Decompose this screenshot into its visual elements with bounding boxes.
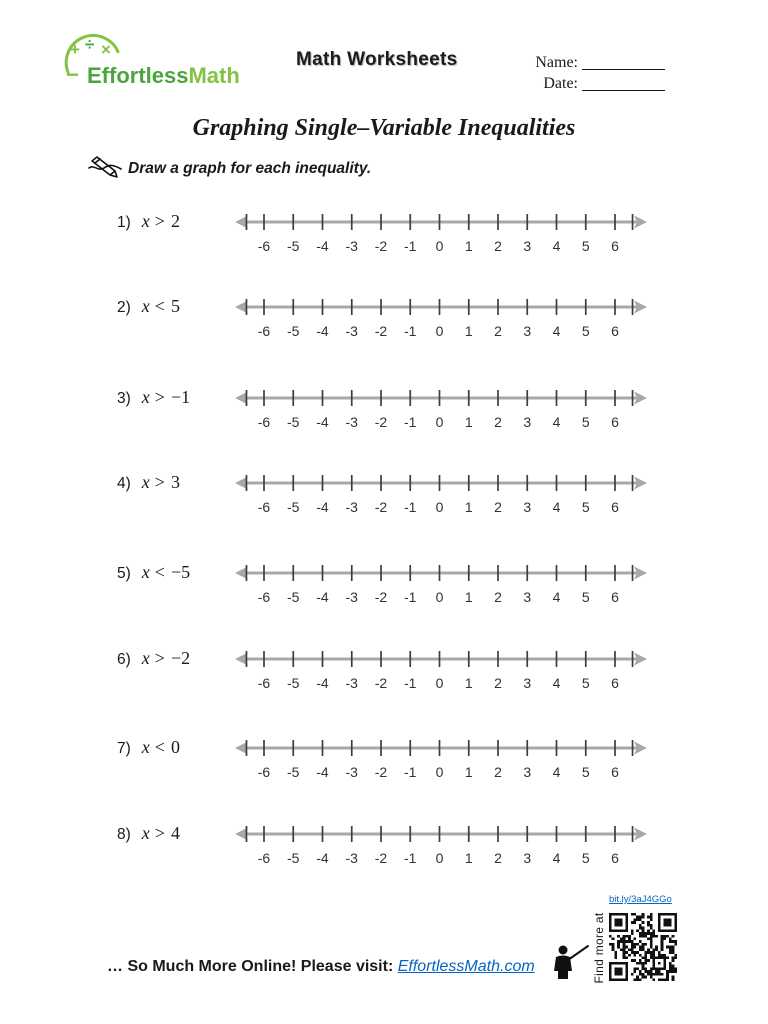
tick-label: -3 — [345, 414, 358, 430]
problem-relation: > — [154, 823, 165, 843]
tick-label: -4 — [316, 499, 329, 515]
tick-label: 1 — [464, 238, 473, 254]
tick-label: -4 — [316, 764, 329, 780]
tick-label: 0 — [435, 323, 444, 339]
tick-label: 6 — [611, 238, 619, 254]
tick-label: -6 — [257, 850, 271, 866]
tick-label: -3 — [345, 675, 358, 691]
problem-7 — [0, 732, 768, 780]
tick-label: -4 — [316, 850, 329, 866]
logo-plus-symbol: + — [70, 40, 80, 59]
problem-variable: x — [141, 296, 150, 316]
tick-label: -1 — [404, 323, 417, 339]
tick-label: -3 — [345, 764, 358, 780]
problem-5 — [0, 557, 768, 605]
tick-label: 0 — [435, 499, 444, 515]
effortlessmath-logo — [0, 0, 260, 100]
worksheet-heading: Math Worksheets — [296, 49, 458, 70]
tick-label: -2 — [374, 675, 388, 691]
pencil-icon — [88, 155, 122, 181]
tick-label: 1 — [464, 499, 473, 515]
problem-3 — [0, 382, 768, 430]
problem-label — [117, 735, 180, 759]
tick-label: -5 — [287, 499, 300, 515]
logo-word-effortless: Effortless — [87, 63, 189, 88]
tick-label: 1 — [464, 850, 473, 866]
pencil-icon-shape — [89, 157, 121, 177]
tick-label: -4 — [316, 675, 329, 691]
tick-label: -5 — [287, 764, 300, 780]
problem-6 — [0, 643, 768, 691]
name-blank-line — [582, 69, 665, 70]
tick-label: 3 — [523, 414, 532, 430]
problem-value: −2 — [170, 648, 191, 668]
problem-relation: < — [154, 737, 165, 757]
tick-label: 2 — [494, 589, 502, 605]
name-label: Name: — [535, 54, 578, 71]
number-line — [233, 818, 653, 866]
problem-relation: < — [154, 562, 165, 582]
tick-label: -5 — [287, 238, 300, 254]
number-line — [233, 382, 653, 430]
tick-label: -5 — [287, 675, 300, 691]
tick-label: -6 — [257, 589, 271, 605]
number-line — [233, 732, 653, 780]
number-line — [233, 557, 653, 605]
tick-label: 0 — [435, 850, 444, 866]
teacher-pointer — [568, 946, 588, 960]
tick-label: -2 — [374, 323, 388, 339]
tick-label: -2 — [374, 850, 388, 866]
tick-label: 4 — [552, 499, 561, 515]
number-line — [233, 206, 653, 254]
problem-number: 1) — [117, 214, 131, 231]
tick-label: -1 — [404, 414, 417, 430]
problem-2 — [0, 291, 768, 339]
problem-variable: x — [141, 737, 150, 757]
tick-label: 1 — [464, 589, 473, 605]
tick-label: -5 — [287, 414, 300, 430]
tick-label: 0 — [435, 675, 444, 691]
tick-label: 1 — [464, 323, 473, 339]
qr-code[interactable] — [609, 913, 677, 981]
problem-variable: x — [141, 387, 150, 407]
problem-relation: < — [154, 296, 165, 316]
tick-label: 4 — [552, 675, 561, 691]
problem-variable: x — [141, 823, 150, 843]
tick-label: 0 — [435, 238, 444, 254]
tick-label: 2 — [494, 850, 502, 866]
tick-label: 5 — [581, 850, 590, 866]
tick-label: -2 — [374, 589, 388, 605]
tick-label: -4 — [316, 414, 329, 430]
tick-label: -3 — [345, 323, 358, 339]
problem-value: 0 — [170, 737, 180, 757]
tick-label: 0 — [435, 414, 444, 430]
page-title: Graphing Single–Variable Inequalities — [192, 115, 576, 141]
logo-divide-symbol: ÷ — [85, 35, 95, 54]
logo-times-symbol: × — [101, 40, 111, 59]
number-line — [233, 291, 653, 339]
problem-variable: x — [141, 211, 150, 231]
tick-label: 6 — [611, 850, 619, 866]
tick-label: 4 — [552, 323, 561, 339]
tick-label: 5 — [581, 323, 590, 339]
find-more-label: Find more at — [592, 912, 606, 984]
tick-label: 5 — [581, 675, 590, 691]
problem-label — [117, 560, 190, 584]
problem-value: 4 — [170, 823, 180, 843]
tick-label: 2 — [494, 764, 502, 780]
problem-number: 5) — [117, 565, 131, 582]
tick-label: -1 — [404, 499, 417, 515]
tick-label: -5 — [287, 850, 300, 866]
tick-label: 2 — [494, 238, 502, 254]
problem-relation: > — [154, 211, 165, 231]
site-link[interactable]: EffortlessMath.com — [397, 958, 535, 975]
tick-label: -1 — [404, 675, 417, 691]
problem-1 — [0, 206, 768, 254]
problem-value: 2 — [170, 211, 180, 231]
tick-label: -2 — [374, 414, 388, 430]
teacher-head — [559, 946, 568, 955]
tick-label: 5 — [581, 414, 590, 430]
tick-label: 5 — [581, 589, 590, 605]
tick-label: -3 — [345, 499, 358, 515]
tick-label: -6 — [257, 414, 271, 430]
tick-label: 2 — [494, 414, 502, 430]
tick-label: -4 — [316, 589, 329, 605]
problem-label — [117, 385, 190, 409]
tick-label: 2 — [494, 499, 502, 515]
problem-relation: > — [154, 472, 165, 492]
problem-number: 7) — [117, 740, 131, 757]
tick-label: -2 — [374, 499, 388, 515]
problem-value: 3 — [170, 472, 180, 492]
tick-label: -5 — [287, 323, 300, 339]
problem-value: −1 — [170, 387, 191, 407]
problem-number: 8) — [117, 826, 131, 843]
tick-label: 4 — [552, 414, 561, 430]
tick-label: 3 — [523, 589, 532, 605]
tick-label: -1 — [404, 589, 417, 605]
tick-label: 6 — [611, 675, 619, 691]
problem-number: 3) — [117, 390, 131, 407]
tick-label: 0 — [435, 764, 444, 780]
problem-value: −5 — [170, 562, 191, 582]
teacher-icon — [551, 941, 591, 981]
logo-minus-symbol: − — [66, 62, 79, 87]
problem-4 — [0, 467, 768, 515]
tick-label: 6 — [611, 764, 619, 780]
date-label: Date: — [543, 75, 578, 92]
tick-label: -6 — [257, 499, 271, 515]
tick-label: -1 — [404, 764, 417, 780]
problem-label — [117, 294, 180, 318]
tick-label: 4 — [552, 238, 561, 254]
problem-number: 2) — [117, 299, 131, 316]
tick-label: 2 — [494, 323, 502, 339]
tick-label: -4 — [316, 238, 329, 254]
tick-label: 2 — [494, 675, 502, 691]
tick-label: -4 — [316, 323, 329, 339]
tick-label: -3 — [345, 589, 358, 605]
tick-label: -2 — [374, 238, 388, 254]
problem-variable: x — [141, 562, 150, 582]
tick-label: 5 — [581, 764, 590, 780]
problem-relation: > — [154, 387, 165, 407]
problem-label — [117, 209, 180, 233]
tick-label: -5 — [287, 589, 300, 605]
tick-label: -1 — [404, 238, 417, 254]
tick-label: 5 — [581, 238, 590, 254]
tick-label: 3 — [523, 238, 532, 254]
tick-label: 6 — [611, 589, 619, 605]
problem-8 — [0, 818, 768, 866]
tick-label: 1 — [464, 764, 473, 780]
problem-label — [117, 821, 180, 845]
tick-label: 4 — [552, 589, 561, 605]
number-line — [233, 467, 653, 515]
tick-label: 3 — [523, 850, 532, 866]
promo-line — [107, 956, 535, 978]
tick-label: -3 — [345, 850, 358, 866]
tick-label: -6 — [257, 238, 271, 254]
tick-label: 4 — [552, 850, 561, 866]
tick-label: 5 — [581, 499, 590, 515]
tick-label: 3 — [523, 323, 532, 339]
number-line — [233, 643, 653, 691]
tick-label: -6 — [257, 675, 271, 691]
logo-word-math: Math — [188, 63, 240, 88]
date-blank-line — [582, 90, 665, 91]
problem-variable: x — [141, 472, 150, 492]
problem-label — [117, 646, 190, 670]
tick-label: 6 — [611, 323, 619, 339]
problem-number: 4) — [117, 475, 131, 492]
tick-label: 1 — [464, 675, 473, 691]
tick-label: -2 — [374, 764, 388, 780]
tick-label: -3 — [345, 238, 358, 254]
problem-number: 6) — [117, 651, 131, 668]
tick-label: 4 — [552, 764, 561, 780]
tick-label: 3 — [523, 499, 532, 515]
instruction-text: Draw a graph for each inequality. — [128, 160, 372, 177]
tick-label: 6 — [611, 414, 619, 430]
tick-label: -1 — [404, 850, 417, 866]
tick-label: 3 — [523, 675, 532, 691]
problem-label — [117, 470, 180, 494]
problem-variable: x — [141, 648, 150, 668]
tick-label: 6 — [611, 499, 619, 515]
tick-label: 0 — [435, 589, 444, 605]
tick-label: -6 — [257, 323, 271, 339]
problem-relation: > — [154, 648, 165, 668]
tick-label: -6 — [257, 764, 271, 780]
tick-label: 1 — [464, 414, 473, 430]
tick-label: 3 — [523, 764, 532, 780]
problem-value: 5 — [170, 296, 180, 316]
logo-wordmark — [87, 63, 240, 88]
promo-text: … So Much More Online! Please visit: — [107, 958, 394, 975]
short-link[interactable]: bit.ly/3aJ4GGo — [609, 894, 672, 905]
